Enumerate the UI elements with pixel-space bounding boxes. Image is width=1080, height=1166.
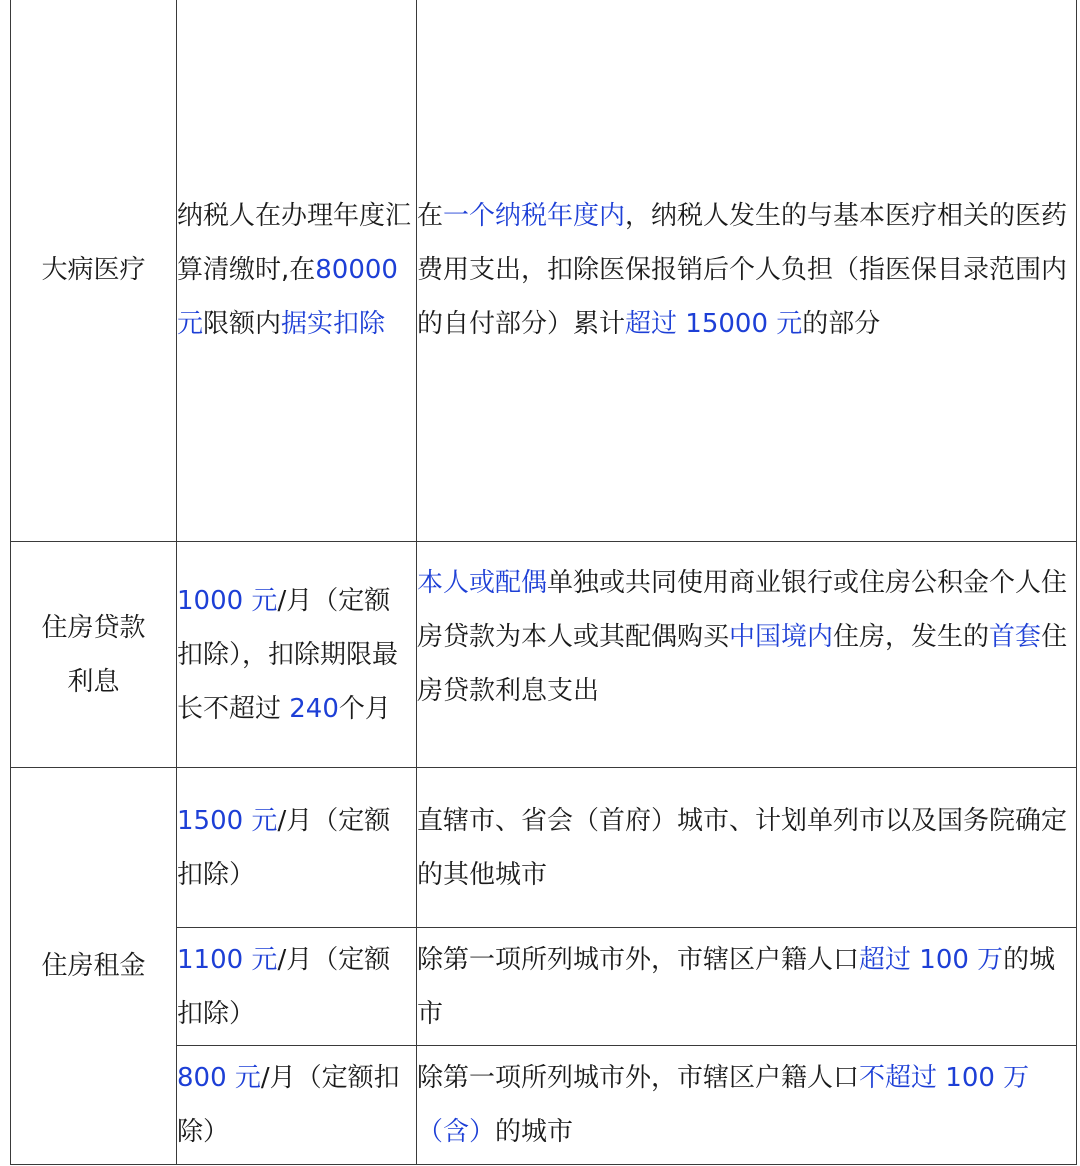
highlighted-text: 1100 元 xyxy=(177,944,278,975)
highlighted-text: 1000 元 xyxy=(177,585,278,616)
cell-text: 直辖市、省会（首府）城市、计划单列市以及国务院确定的其他城市 xyxy=(417,805,1068,890)
condition-cell xyxy=(417,768,1077,928)
category-cell xyxy=(11,768,177,1165)
cell-text: 除第一项所列城市外，市辖区户籍人口 xyxy=(417,944,860,975)
table-row xyxy=(11,542,1077,768)
table-row xyxy=(11,0,1077,542)
category-cell xyxy=(11,542,177,768)
cell-text: 住房贷款利息支出 xyxy=(417,622,1068,706)
highlighted-text: 不超过 100 万（含） xyxy=(417,1063,1030,1147)
standard-cell xyxy=(177,0,417,542)
category-cell xyxy=(11,0,177,542)
cell-text: 单独或共同使用商业银行或住房公积金个人住房贷款为本人或其配偶购买 xyxy=(417,568,1068,652)
condition-cell xyxy=(417,0,1077,542)
cell-text: 在 xyxy=(417,201,444,231)
category-label: 住房贷款利息 xyxy=(41,612,146,697)
highlighted-text: 超过 15000 元 xyxy=(625,309,803,339)
condition-cell xyxy=(417,1046,1077,1165)
highlighted-text: 800 元 xyxy=(177,1063,261,1093)
category-label: 大病医疗 xyxy=(41,255,146,285)
cell-text: 限额内 xyxy=(203,309,282,339)
cell-text: /月（定额扣除） xyxy=(177,944,391,1029)
cell-text: /月（定额扣除） xyxy=(177,1063,400,1147)
cell-text: 的部分 xyxy=(802,309,881,339)
standard-cell xyxy=(177,768,417,928)
highlighted-text: 据实扣除 xyxy=(281,309,386,339)
cell-text: 纳税人在办理年度汇算清缴时,在 xyxy=(177,201,412,285)
deduction-table xyxy=(10,0,1077,1165)
highlighted-text: 首套 xyxy=(989,622,1042,652)
category-label: 住房租金 xyxy=(41,951,146,981)
highlighted-text: 超过 100 万 xyxy=(859,944,1004,975)
cell-text: /月（定额扣除） xyxy=(177,805,391,890)
cell-text: 住房，发生的 xyxy=(833,622,990,652)
condition-cell xyxy=(417,542,1077,768)
cell-text: 除第一项所列城市外，市辖区户籍人口 xyxy=(417,1063,860,1093)
standard-cell xyxy=(177,928,417,1046)
highlighted-text: 80000 元 xyxy=(177,255,398,339)
cell-text: ，纳税人发生的与基本医疗相关的医药费用支出，扣除医保报销后个人负担（指医保目录范围内的自付部分）累计 xyxy=(417,201,1068,339)
highlighted-text: 1500 元 xyxy=(177,805,278,836)
highlighted-text: 中国境内 xyxy=(729,622,834,652)
highlighted-text: 一个纳税年度内 xyxy=(443,201,626,231)
cell-text: 个月 xyxy=(338,693,391,724)
standard-cell xyxy=(177,542,417,768)
cell-text: 的城市 xyxy=(495,1117,574,1147)
condition-cell xyxy=(417,928,1077,1046)
highlighted-text: 240 xyxy=(289,693,339,724)
table-row xyxy=(11,768,1077,928)
cell-text: /月（定额扣除），扣除期限最长不超过 xyxy=(177,585,399,724)
standard-cell xyxy=(177,1046,417,1165)
cell-text: 的城市 xyxy=(417,944,1056,1029)
highlighted-text: 本人或配偶 xyxy=(417,568,548,598)
